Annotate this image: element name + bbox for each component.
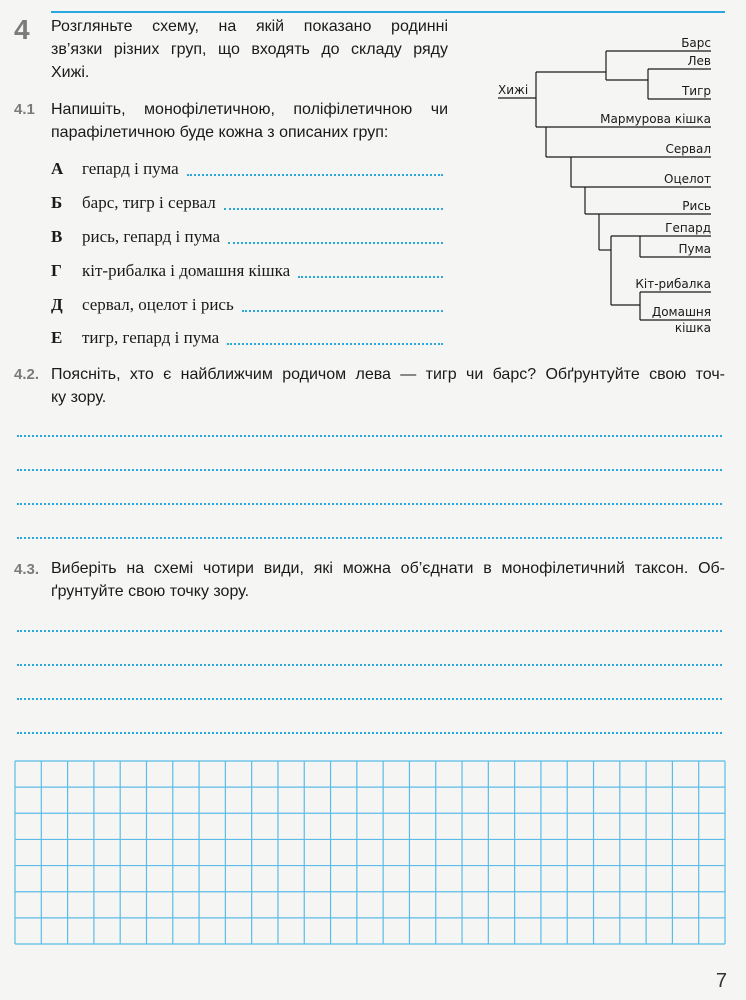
tree-label-bars: Барс: [681, 36, 711, 50]
option-text: рись, гепард і пума: [82, 227, 221, 246]
intro-line-2: зв’язки різних груп, що входять до складу ряду: [51, 41, 448, 58]
q43-line-1: Виберіть на схемі чотири види, які можна об’єднати в монофілетичний таксон. Об-: [51, 560, 725, 577]
q43-line-2: ґрунтуйте свою точку зору.: [51, 583, 250, 600]
tree-label-domashnia: Домашня: [651, 305, 711, 319]
tree-label-lev: Лев: [687, 54, 711, 68]
option-letter: Г: [51, 261, 62, 280]
tree-label-marmurova-kishka: Мармурова кішка: [600, 112, 711, 126]
page-number: 7: [715, 970, 727, 992]
tree-label-puma: Пума: [678, 242, 711, 256]
intro-line-3: Хижі.: [51, 64, 90, 81]
option-letter: В: [51, 227, 63, 246]
option-text: барс, тигр і сервал: [82, 193, 216, 212]
tree-label-kishka: кішка: [674, 321, 711, 335]
q42-prompt: [51, 363, 725, 409]
task-number: 4: [14, 14, 30, 45]
q43-number: 4.3.: [14, 561, 40, 578]
option-text: сервал, оцелот і рись: [82, 295, 234, 314]
option-letter: А: [51, 159, 64, 178]
q42-answer-line-1[interactable]: [17, 435, 722, 437]
q43-answer-line-2[interactable]: [17, 664, 722, 666]
tree-label-gepard: Гепард: [665, 221, 711, 235]
q42-answer-line-2[interactable]: [17, 469, 722, 471]
q42-answer-line-3[interactable]: [17, 503, 722, 505]
q43-answer-line-4[interactable]: [17, 732, 722, 734]
q41-line-1: Напишіть, монофілетичною, поліфілетичною чи: [51, 101, 448, 118]
q41-number: 4.1: [14, 101, 35, 118]
q43-answer-line-3[interactable]: [17, 698, 722, 700]
q41-line-2: парафілетичною буде кожна з описаних груп:: [51, 124, 389, 141]
tree-label-kit-rybalka: Кіт-рибалка: [635, 277, 711, 291]
option-letter: Д: [51, 295, 63, 314]
tree-label-tygr: Тигр: [681, 84, 711, 98]
q42-number: 4.2.: [14, 366, 40, 383]
q43-answer-line-1[interactable]: [17, 630, 722, 632]
intro-line-1: Розгляньте схему, на якій показано родинні: [51, 18, 448, 35]
tree-label-rys: Рись: [682, 199, 711, 213]
q42-line-2: ку зору.: [51, 389, 107, 406]
q42-answer-line-4[interactable]: [17, 537, 722, 539]
option-letter: Е: [51, 328, 63, 347]
phylogenetic-tree: [0, 0, 746, 345]
tree-root-label: Хижі: [498, 83, 529, 97]
option-text: гепард і пума: [82, 159, 179, 178]
tree-label-ocelot: Оцелот: [664, 172, 711, 186]
q43-prompt: [51, 557, 725, 603]
option-letter: Б: [51, 193, 63, 212]
tree-label-serval: Сервал: [665, 142, 711, 156]
option-text: кіт-рибалка і домашня кішка: [82, 261, 291, 280]
squared-grid[interactable]: [14, 760, 726, 945]
option-text: тигр, гепард і пума: [82, 328, 220, 347]
q42-line-1: Поясніть, хто є найближчим родичом лева — тигр чи барс? Обґрунтуйте свою точ-: [51, 366, 725, 383]
